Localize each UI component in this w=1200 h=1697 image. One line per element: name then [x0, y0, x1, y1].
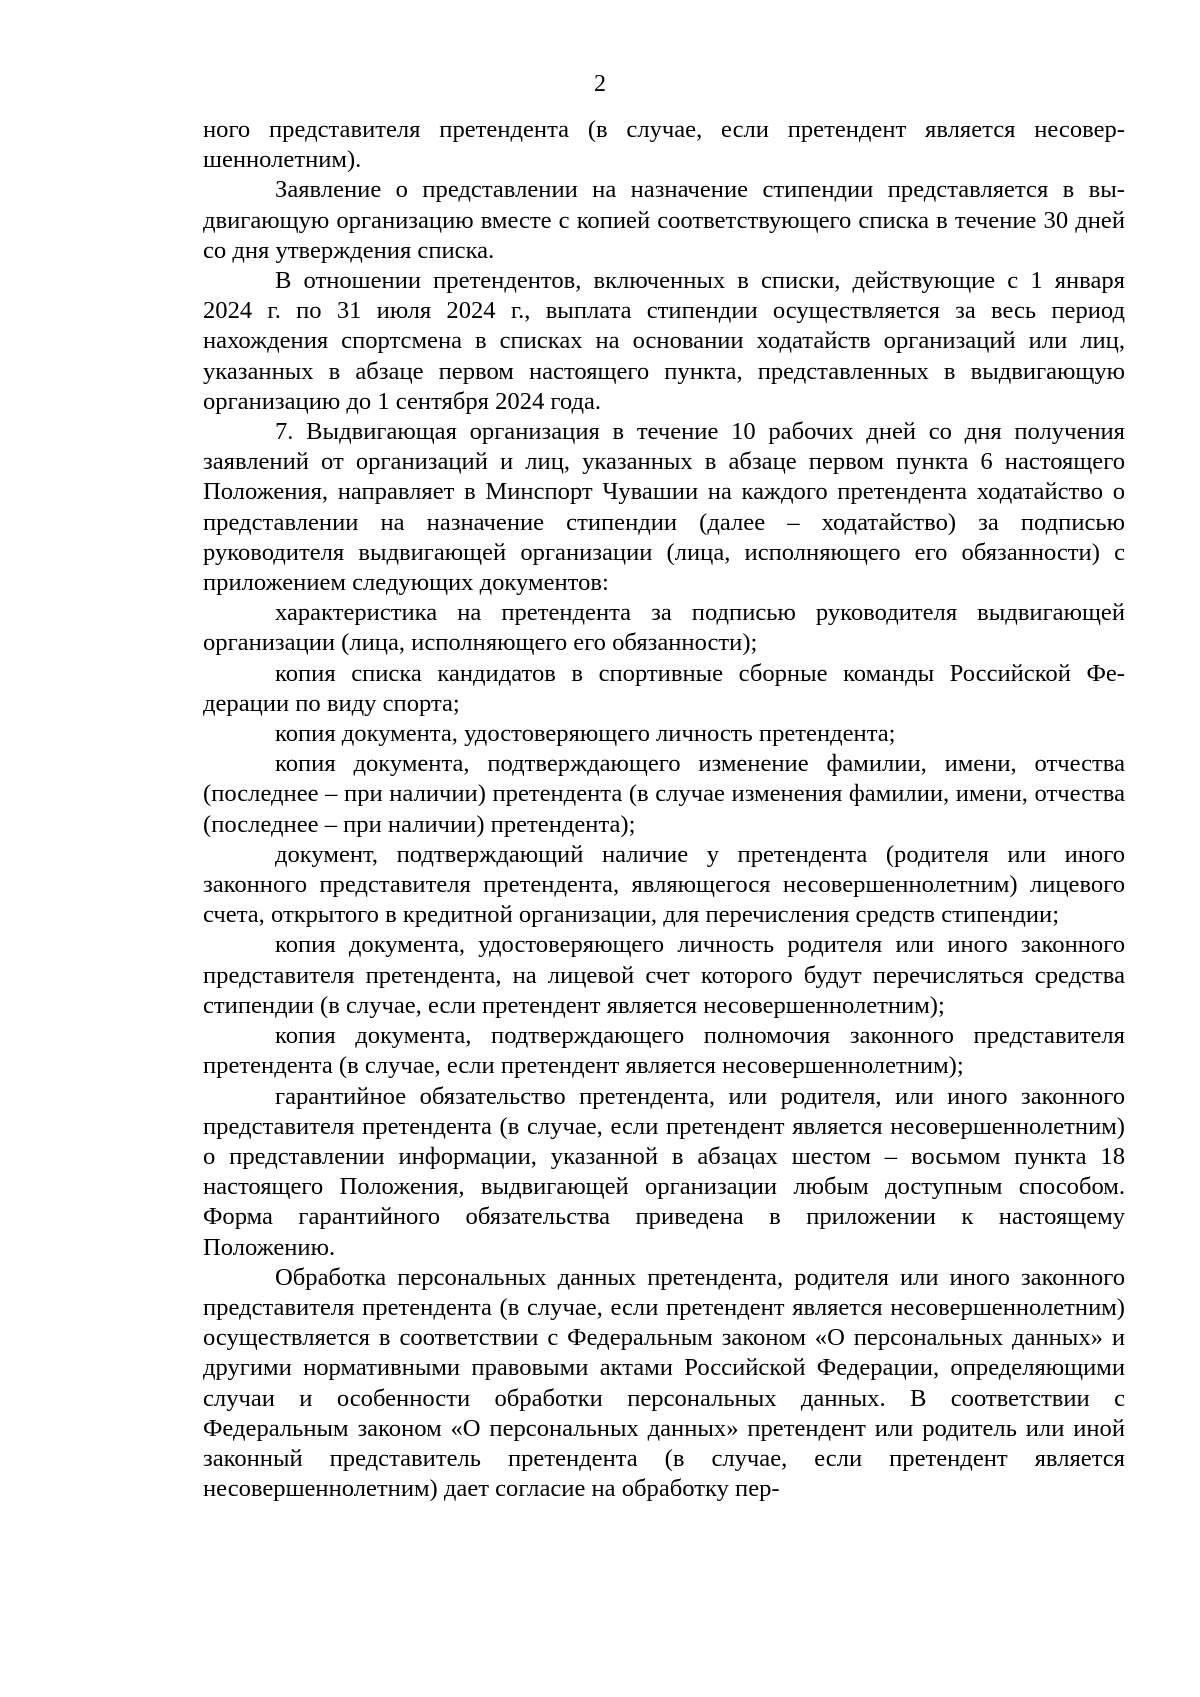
- paragraph-2024-lists: В отношении претендентов, включенных в списки, действующие с 1 января 2024 г. по 31 июля 2024 г., выплата стипендии осуществляется за весь период нахождения спортсмена в списках на основании ходатайств организаций или лиц, указанных в абзаце первом настоящего пункта, представленных в выдвигающую организацию до 1 сентября 2024 года.: [203, 267, 1125, 415]
- list-item-guarantee-obligation: гарантийное обязательство претендента, или родителя, или иного законного представителя претендента (в случае, если претендент является несовершеннолетним) о представлении информации, указанной в абзацах шестом – восьмом пункта 18 настоящего Положения, выдвигающей организации любым доступным способом. Форма гарантийного обязательства приведена в приложении к настоящему Положению.: [203, 1082, 1125, 1261]
- paragraph-personal-data: Обработка персональных данных претендента, родителя или иного законного представителя претендента (в случае, если претендент является несовершеннолетним) осуществляется в соответствии с Федеральным законом «О персональных данных» и другими нормативными правовыми актами Российской Федерации, определяющими случаи и особенности обработки персональных данных. В соответствии с Федеральным законом «О персональных данных» претендент или родитель или иной законный представитель претендента (в случае, если претендент является несовершеннолетним) дает согласие на обработку пер-: [203, 1263, 1125, 1503]
- list-item-name-change-document-copy: копия документа, подтверждающего изменение фамилии, имени, отчества (последнее – при наличии) претендента (в случае изменения фамилии, имени, отчества (последнее – при наличии) претендента);: [203, 750, 1125, 838]
- list-item-representative-authority-copy: копия документа, подтверждающего полномочия законного представителя претендента (в случае, если претендент является несовершеннолетним);: [203, 1022, 1125, 1080]
- document-body: [203, 115, 1125, 1504]
- list-item-candidates-list-copy: копия списка кандидатов в спортивные сборные команды Российской Федерации по виду спорта;: [203, 659, 1125, 717]
- list-item-bank-account-document: документ, подтверждающий наличие у претендента (родителя или иного законного представителя претендента, являющегося несовершеннолетним) лицевого счета, открытого в кредитной организации, для перечисления средств стипендии;: [203, 840, 1125, 929]
- list-item-identity-document-copy: копия документа, удостоверяющего личность претендента;: [275, 720, 896, 748]
- list-item-parent-identity-copy: копия документа, удостоверяющего личность родителя или иного законного представителя претендента, на лицевой счет которого будут перечисляться средства стипендии (в случае, если претендент является несовершеннолетним);: [203, 931, 1125, 1019]
- paragraph-continuation: ного представителя претендента (в случае, если претендент является несовершеннолетним).: [203, 116, 1125, 174]
- list-item-characteristic: характеристика на претендента за подписью руководителя выдвигающей организации (лица, исполняющего его обязанности);: [203, 599, 1125, 657]
- paragraph-item-7: 7. Выдвигающая организация в течение 10 рабочих дней со дня получения заявлений от организаций и лиц, указанных в абзаце первом пункта 6 настоящего Положения, направляет в Минспорт Чувашии на каждого претендента ходатайство о представлении на назначение стипендии (далее – ходатайство) за подписью руководителя выдвигающей организации (лица, исполняющего его обязанности) с приложением следующих документов:: [203, 418, 1125, 597]
- paragraph-application-submission: Заявление о представлении на назначение стипендии представляется в выдвигающую организацию вместе с копией соответствующего списка в течение 30 дней со дня утверждения списка.: [203, 176, 1125, 264]
- page-number: 2: [594, 71, 606, 97]
